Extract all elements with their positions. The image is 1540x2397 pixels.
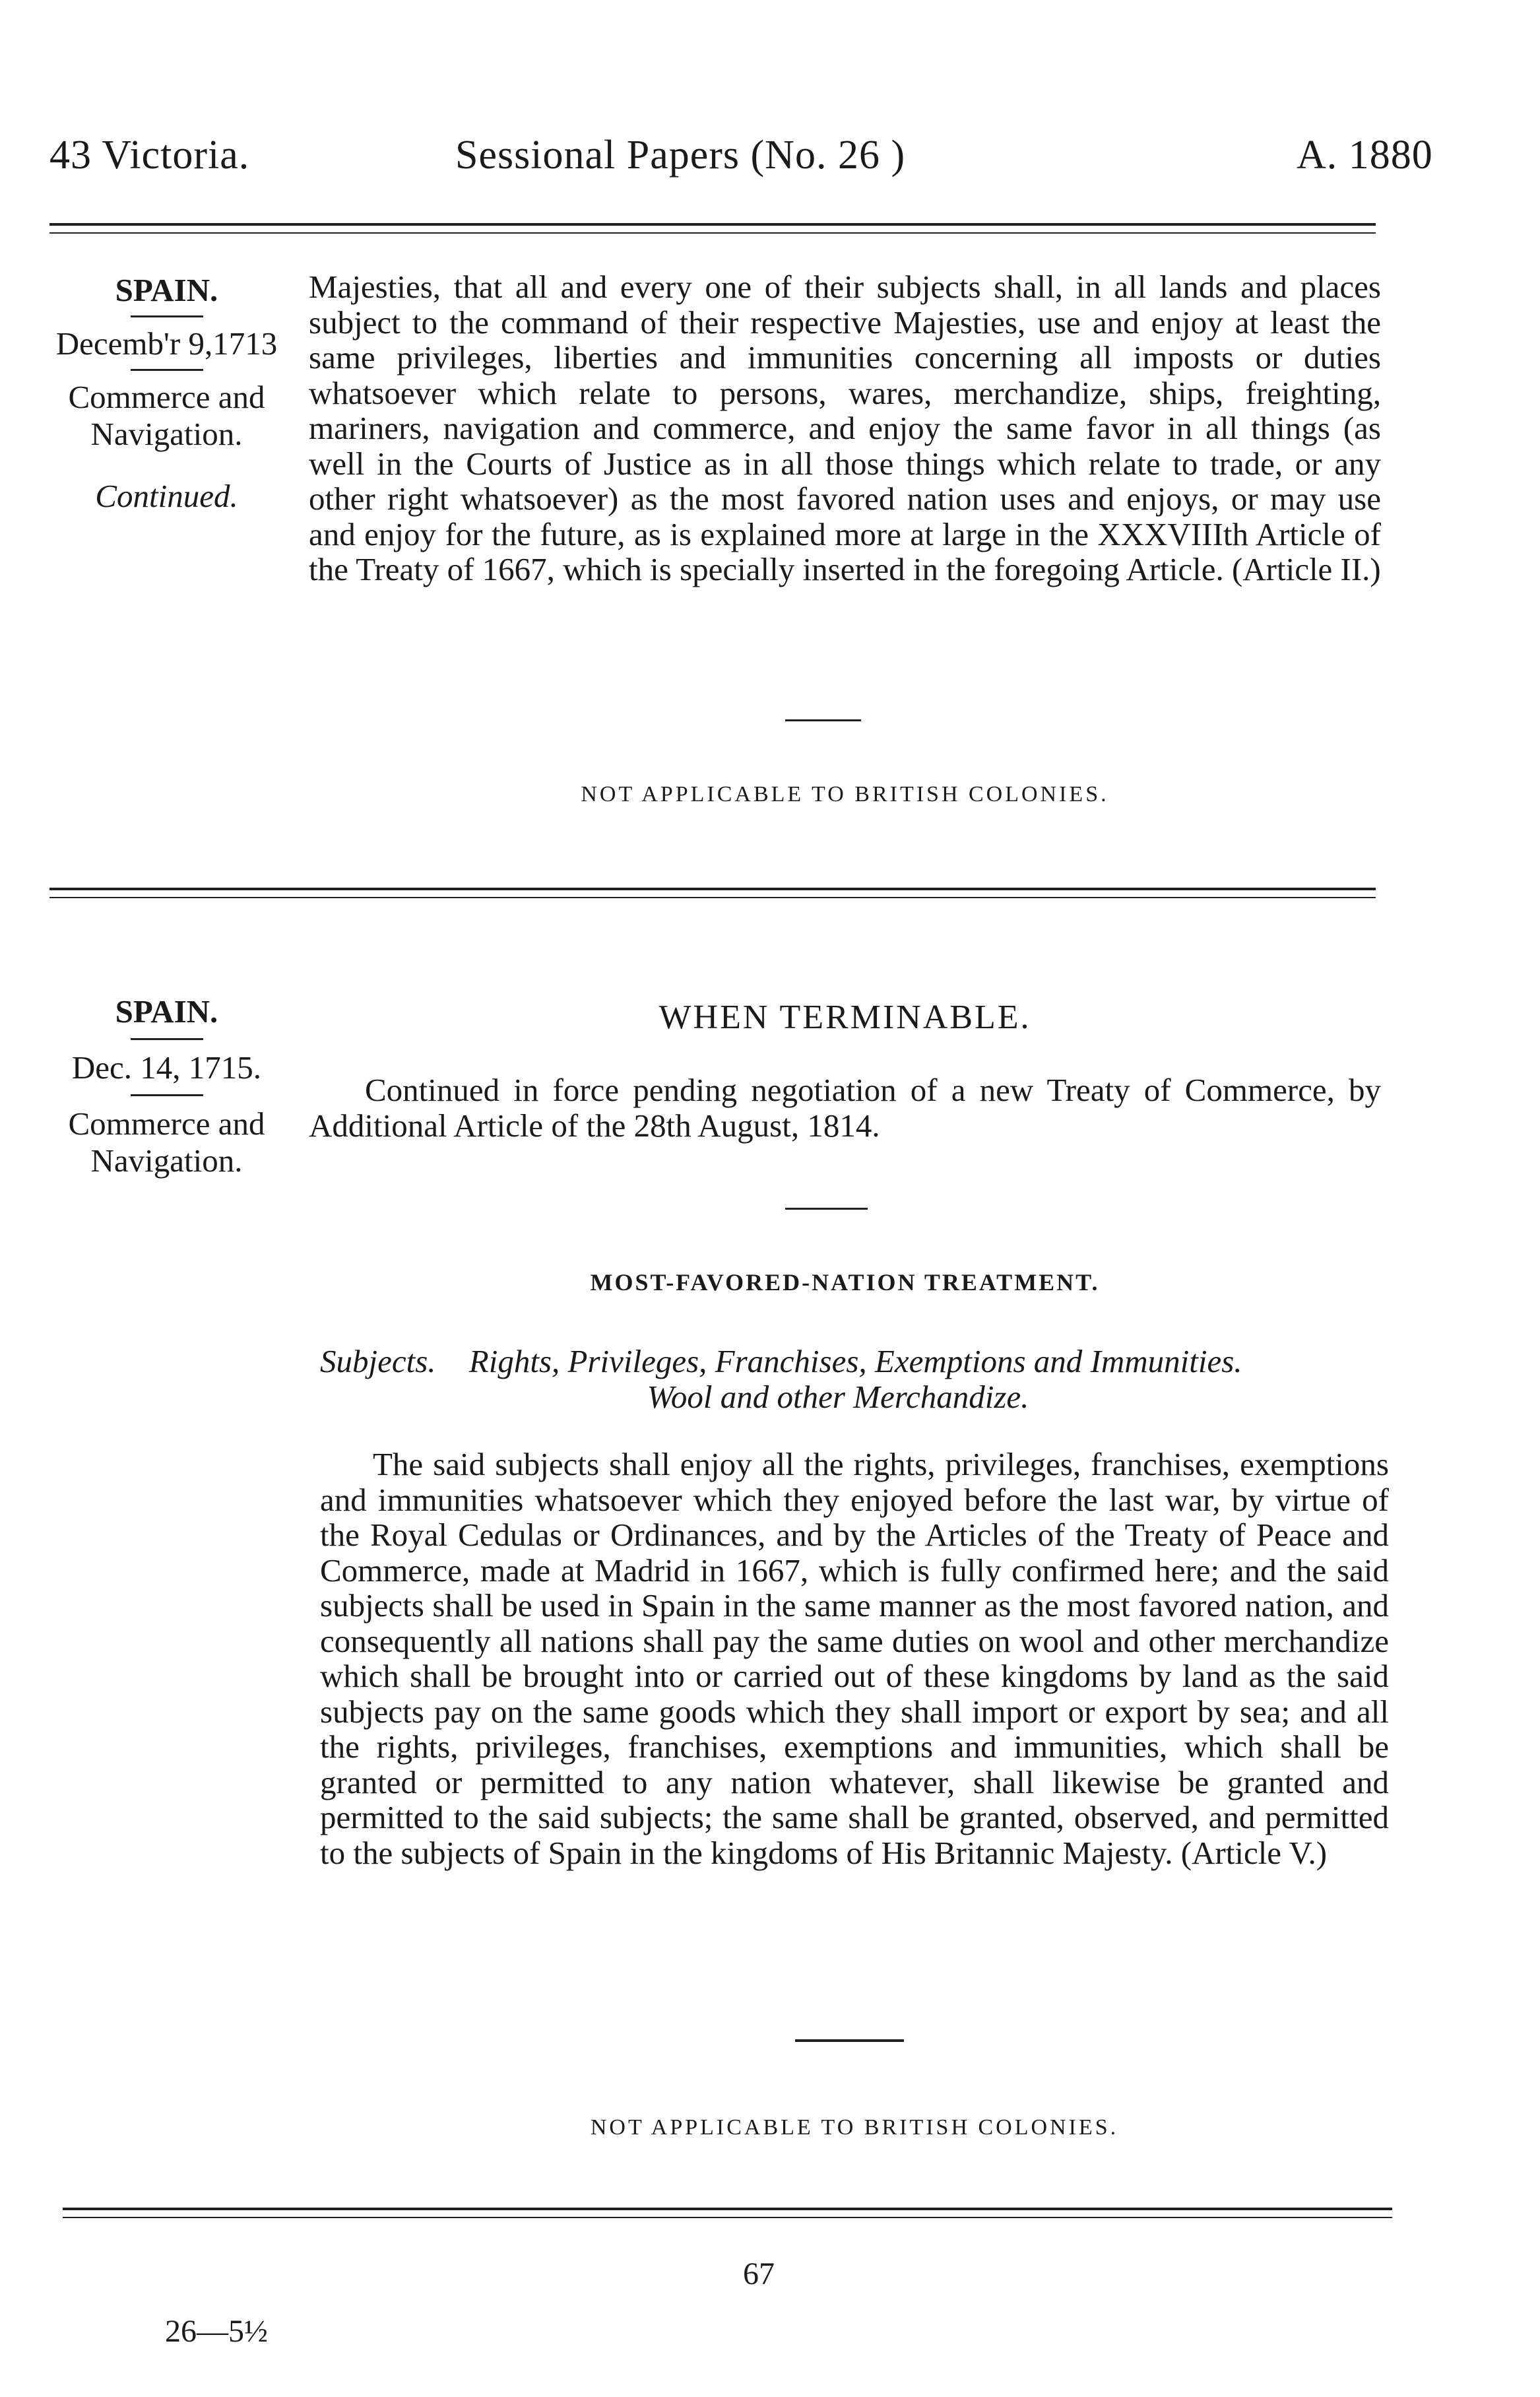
section2-subject: Commerce and Navigation. <box>68 1105 265 1179</box>
terminable-paragraph: Continued in force pending negotiation of a new Treaty of Commerce, by Additional Article of the 28th August, 1814. <box>309 1072 1381 1144</box>
page-number: 67 <box>743 2256 775 2291</box>
header-rule-top <box>49 223 1376 226</box>
terminable-body <box>309 1072 1381 1143</box>
section2-date: Dec. 14, 1715. <box>71 1049 262 1086</box>
section1-subject: Commerce and Navigation. <box>68 379 265 452</box>
header-rule-bottom <box>49 232 1376 234</box>
section-divider-top <box>49 888 1376 890</box>
section2-side-rule-2 <box>131 1094 203 1096</box>
section-divider-bottom <box>49 897 1376 898</box>
section2-dash-1 <box>785 1208 868 1210</box>
subjects-label: Subjects. <box>320 1343 436 1379</box>
section2-dash-2 <box>795 2039 904 2042</box>
section1-note: NOT APPLICABLE TO BRITISH COLONIES. <box>581 782 1109 806</box>
footer-rule-top <box>63 2208 1392 2210</box>
section1-dash <box>785 719 861 721</box>
section1-side-rule-2 <box>131 369 203 371</box>
section1-side-rule <box>131 315 203 317</box>
header-left: 43 Victoria. <box>49 133 250 178</box>
subjects-title-1: Rights, Privileges, Franchises, Exemptions and Immunities. <box>468 1343 1242 1379</box>
section1-continued: Continued. <box>95 478 238 514</box>
subjects-line-1 <box>320 1344 1389 1379</box>
when-terminable-heading: WHEN TERMINABLE. <box>658 999 1031 1036</box>
section2-paragraph: The said subjects shall enjoy all the rights, privileges, franchises, exemptions and immunities whatsoever which they enjoyed before the last war, by virtue of the Royal Cedulas or Ordinances, and by the Articles of the Treaty of Peace and Commerce, made at Madrid in 1667, which is fully confirmed here; and the said subjects shall be used in Spain in the same manner as the most favored nation, and consequently all nations shall pay the same duties on wool and other merchandize which shall be brought into or carried out of these kingdoms by land as the said subjects pay on the same goods which they shall import or export by sea; and all the rights, privileges, franchises, exemptions and immunities, which shall be granted or permitted to any nation whatever, shall likewise be granted and permitted to the said subjects; the same shall be granted, observed, and permitted to the subjects of Spain in the kingdoms of His Britannic Majesty. (Article V.) <box>320 1446 1389 1871</box>
section2-body <box>320 1447 1389 1870</box>
mfn-heading: MOST-FAVORED-NATION TREATMENT. <box>590 1269 1100 1296</box>
header-center: Sessional Papers (No. 26 ) <box>455 133 906 178</box>
section1-country: SPAIN. <box>115 272 218 308</box>
section1-paragraph: Majesties, that all and every one of their subjects shall, in all lands and places subject to the command of their respective Majesties, use and enjoy at least the same privileges, liberties and immunities concerning all imposts or duties whatsoever which relate to persons, wares, merchandize, ships, freighting, mariners, navigation and commerce, and enjoy the same favor in all things (as well in the Courts of Justice as in all those things which relate to trade, or any other right whatsoever) as the most favored nation uses and enjoys, or may use and enjoy for the future, as is explained more at large in the XXXVIIIth Article of the Treaty of 1667, which is specially inserted in the foregoing Article. (Article II.) <box>309 269 1381 587</box>
section2-note: NOT APPLICABLE TO BRITISH COLONIES. <box>590 2115 1119 2140</box>
section2-side-rule <box>131 1038 203 1040</box>
footer-rule-bottom <box>63 2217 1392 2218</box>
section1-sidenote <box>36 272 297 515</box>
printer-signature: 26—5½ <box>165 2314 268 2349</box>
header-right: A. 1880 <box>1297 133 1433 178</box>
section2-country: SPAIN. <box>115 993 218 1030</box>
subjects-title-2: Wool and other Merchandize. <box>647 1379 1029 1415</box>
section1-body <box>309 269 1381 587</box>
section1-date: Decemb'r 9,1713 <box>55 325 278 362</box>
section2-sidenote <box>36 993 297 1179</box>
